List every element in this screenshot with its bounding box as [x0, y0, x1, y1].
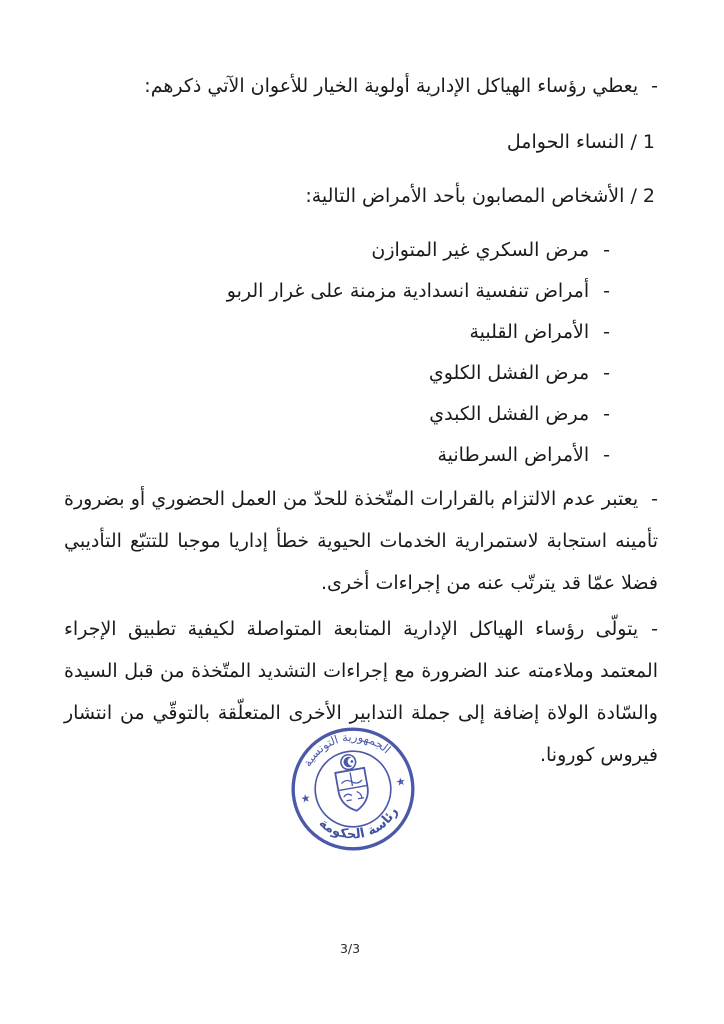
disease-item-text: مرض الفشل الكلوي: [428, 362, 590, 384]
bullet-dash: -: [603, 321, 610, 343]
document-body: [64, 66, 658, 776]
tunisia-government-seal-icon: [280, 716, 426, 862]
disease-list: [64, 230, 658, 476]
disease-item-text: مرض السكري غير المتوازن: [371, 239, 590, 261]
bullet-dash: -: [651, 488, 658, 510]
intro-text: يعطي رؤساء الهياكل الإدارية أولوية الخيار للأعوان الآتي ذكرهم:: [144, 75, 639, 97]
disease-item: [64, 353, 610, 394]
bullet-dash: -: [603, 362, 610, 384]
bullet-dash: -: [651, 75, 658, 97]
disease-item: [64, 230, 610, 271]
disease-item: [64, 312, 610, 353]
official-seal-stamp: [280, 716, 426, 862]
page-number: 3/3: [339, 941, 361, 956]
list-item-pregnant-women: 1 / النساء الحوامل: [506, 131, 655, 153]
disease-item: [64, 271, 610, 312]
seal-left-star-icon: ★: [299, 791, 312, 806]
bullet-dash: -: [651, 618, 658, 640]
intro-paragraph: [64, 66, 658, 107]
list-item-persons-with-diseases: 2 / الأشخاص المصابون بأحد الأمراض التالية:: [305, 185, 655, 207]
bullet-dash: -: [603, 444, 610, 466]
bullet-dash: -: [603, 280, 610, 302]
disease-item-text: الأمراض السرطانية: [437, 444, 590, 466]
paragraph-disciplinary: [64, 478, 658, 604]
seal-bottom-text: رئاسة الحكومة: [315, 804, 402, 843]
disease-item-text: أمراض تنفسية انسدادية مزمنة على غرار الربو: [226, 280, 590, 302]
tunisia-coat-of-arms-icon: [333, 752, 372, 813]
disease-item: [64, 435, 610, 476]
disease-item: [64, 394, 610, 435]
seal-right-star-icon: ★: [394, 774, 407, 790]
disease-item-text: مرض الفشل الكبدي: [429, 403, 590, 425]
paragraph-text: يتولّى رؤساء الهياكل الإدارية المتابعة المتواصلة لكيفية تطبيق الإجراء المعتمد وملاءمته عند الضرورة مع إجراءات التشديد المتّخذة من قبل السيدة والسّادة الولاة إضافة إلى جملة التدابير الأخرى المتعلّقة بالتوقّي من انتشار فيروس كورونا.: [64, 618, 658, 766]
disease-item-text: الأمراض القلبية: [469, 321, 590, 343]
paragraph-text: يعتبر عدم الالتزام بالقرارات المتّخذة للحدّ من العمل الحضوري أو بضرورة تأمينه استجابة لاستمرارية الخدمات الحيوية خطأ إداريا موجبا للتتبّع التأديبي فضلا عمّا قد يترتّب عنه من إجراءات أخرى.: [64, 488, 658, 594]
bullet-dash: -: [603, 239, 610, 261]
seal-top-text: الجمهورية التونسية: [300, 729, 394, 769]
bullet-dash: -: [603, 403, 610, 425]
